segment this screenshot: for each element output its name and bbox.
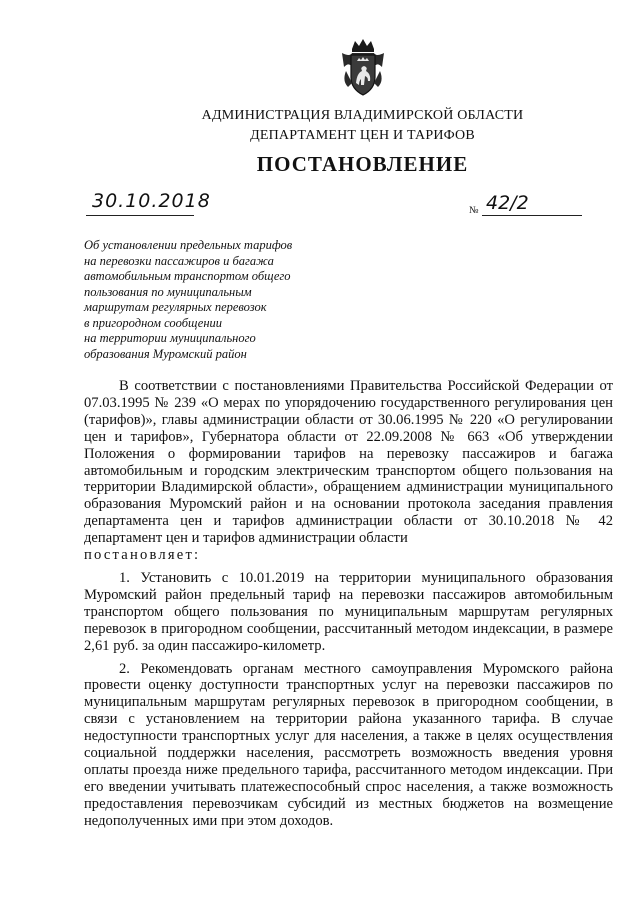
document-number: 42/2 — [486, 192, 529, 214]
document-body — [84, 378, 613, 830]
document-subject — [84, 238, 324, 362]
coat-of-arms-icon — [338, 37, 388, 99]
department-name: ДЕПАРТАМЕНТ ЦЕН И ТАРИФОВ — [250, 128, 475, 143]
resolves-word: постановляет: — [84, 547, 201, 564]
organization-name: АДМИНИСТРАЦИЯ ВЛАДИМИРСКОЙ ОБЛАСТИ — [201, 108, 524, 123]
item-1-paragraph: 1. Установить с 10.01.2019 на территории муниципального образования Муромский район предельный тариф на перевозки пассажиров автомобильным транспортом общего пользования по муниципальным маршрутам регулярных перевозок в пригородном сообщении, рассчитанный методом индексации, в размере 2,61 руб. за один пассажиро-километр. — [84, 569, 613, 654]
subject-line: пользования по муниципальным — [84, 284, 252, 299]
subject-line: в пригородном сообщении — [84, 315, 223, 330]
subject-line: маршрутам регулярных перевозок — [84, 300, 267, 314]
preamble-paragraph: В соответствии с постановлениями Правительства Российской Федерации от 07.03.1995 № 239 «О мерах по упорядочению государственного регулирования цен (тарифов)», главы администрации области от 30.06.1995 № 220 «О регулировании цен и тарифов», Губернатора области от 22.09.2008 № 663 «Об утверждении Положения о формировании тарифов на перевозку пассажиров и багажа автомобильным и городским электрическим транспортом общего пользования на территории Владимирской области», обращением администрации муниципального образования Муромский район и на основании протокола заседания правления департамента цен и тарифов администрации области от 30.10.2018 № 42 департамент цен и тарифов администрации области — [84, 378, 613, 547]
date-underline — [86, 215, 194, 216]
subject-line: образования Муромский район — [84, 346, 247, 361]
document-type-title: ПОСТАНОВЛЕНИЕ — [256, 152, 469, 176]
document-date: 30.10.2018 — [92, 190, 211, 212]
number-label: № — [469, 205, 479, 216]
number-underline — [482, 215, 582, 216]
subject-line: Об установлении предельных тарифов — [84, 238, 293, 252]
subject-line: на территории муниципального — [84, 331, 256, 345]
subject-line: автомобильным транспортом общего — [84, 269, 291, 283]
item-2-paragraph: 2. Рекомендовать органам местного самоуправления Муромского района провести оценку доступности транспортных услуг на перевозки пассажиров по муниципальным маршрутам регулярных перевозок в пригородном сообщении, в связи с установлением на территории района указанного тарифа. В случае недоступности транспортных услуг для населения, а также в целях осуществления социальной поддержки населения, рассмотреть возможность введения уровня оплаты проезда ниже предельного тарифа, рассчитанного методом индексации. При его введении учитывать платежеспособный спрос населения, а также возможность предоставления перевозчикам субсидий из местных бюджетов на возмещение недополученных ими при этом доходов. — [84, 660, 613, 829]
subject-line: на перевозки пассажиров и багажа — [84, 253, 274, 268]
